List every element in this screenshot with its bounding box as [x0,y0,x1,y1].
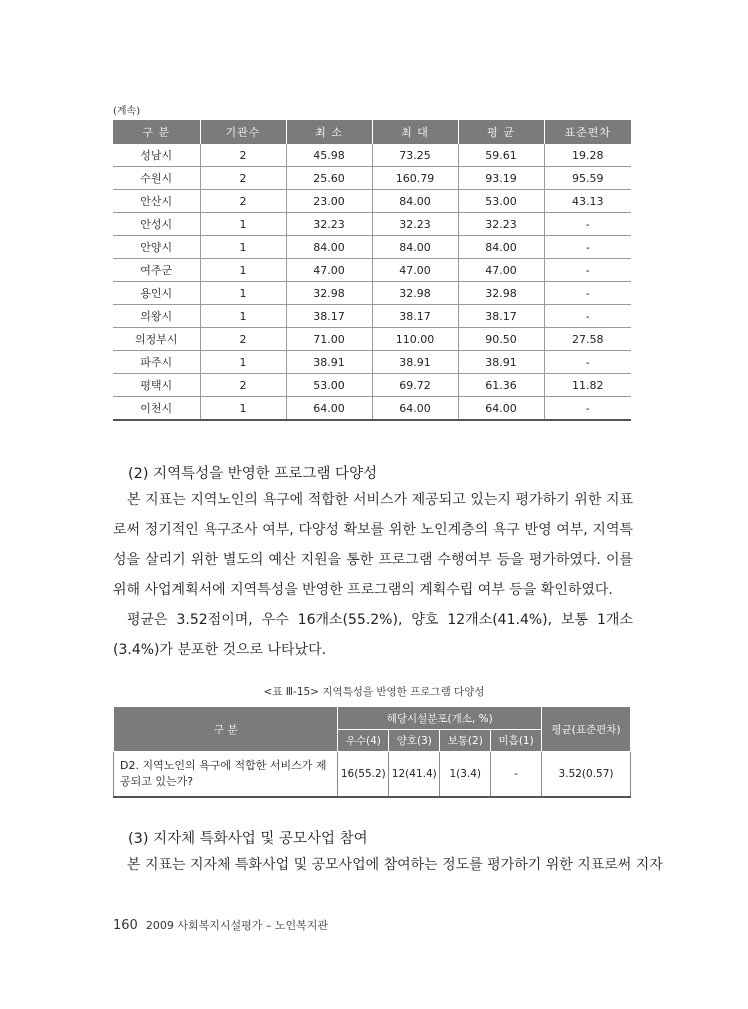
stats-value-cell: 84.00 [286,236,372,259]
stats-value-cell: 71.00 [286,328,372,351]
stats-value-cell: 32.23 [458,213,544,236]
stats-value-cell: 110.00 [372,328,458,351]
stats-value-cell: 69.72 [372,374,458,397]
continued-label: (계속) [113,106,141,117]
stats-value-cell: 47.00 [372,259,458,282]
table-row [113,190,631,213]
stats-value-cell: 59.61 [458,144,544,167]
region-cell: 수원시 [113,167,200,190]
stats-value-cell: 27.58 [544,328,631,351]
stats-value-cell: - [544,236,631,259]
stats-header-cell: 표준편차 [544,120,631,144]
dist-subheader: 양호(3) [389,730,440,752]
stats-value-cell: 84.00 [458,236,544,259]
stats-value-cell: 93.19 [458,167,544,190]
region-cell: 성남시 [113,144,200,167]
dist-subheader: 보통(2) [440,730,491,752]
table-row [113,144,631,167]
stats-value-cell: 38.17 [286,305,372,328]
stats-value-cell: 2 [200,374,286,397]
region-cell: 의왕시 [113,305,200,328]
stats-header-cell: 최 대 [372,120,458,144]
dist-value-cell: 1(3.4) [440,752,491,798]
stats-value-cell: 23.00 [286,190,372,213]
region-cell: 안양시 [113,236,200,259]
dist-value-cell: 12(41.4) [389,752,440,798]
section-3-body [113,850,663,880]
stats-value-cell: 38.17 [372,305,458,328]
stats-value-cell: 1 [200,351,286,374]
dist-item-cell: D2. 지역노인의 욕구에 적합한 서비스가 제공되고 있는가? [114,752,338,798]
stats-value-cell: 47.00 [286,259,372,282]
stats-value-cell: 1 [200,213,286,236]
stats-value-cell: 19.28 [544,144,631,167]
stats-value-cell: 32.98 [286,282,372,305]
stats-value-cell: 1 [200,305,286,328]
stats-value-cell: 64.00 [286,397,372,421]
stats-value-cell: 1 [200,282,286,305]
stats-value-cell: - [544,351,631,374]
dist-header-average: 평균(표준편차) [542,707,631,752]
table-row [114,752,631,798]
stats-value-cell: 2 [200,328,286,351]
region-cell: 여주군 [113,259,200,282]
section-3-heading: (3) 지자체 특화사업 및 공모사업 참여 [128,831,368,847]
region-cell: 의정부시 [113,328,200,351]
stats-value-cell: 84.00 [372,190,458,213]
stats-value-cell: 73.25 [372,144,458,167]
dist-subheader: 우수(4) [338,730,389,752]
dist-header-group: 해당시설분포(개소, %) [338,707,542,730]
table-header-row [113,120,631,144]
stats-value-cell: 95.59 [544,167,631,190]
stats-table [113,120,631,421]
table-row [113,328,631,351]
stats-value-cell: 64.00 [458,397,544,421]
stats-value-cell: 53.00 [286,374,372,397]
stats-value-cell: 90.50 [458,328,544,351]
region-cell: 용인시 [113,282,200,305]
table-row [113,397,631,421]
stats-value-cell: 38.91 [286,351,372,374]
stats-value-cell: 38.17 [458,305,544,328]
stats-value-cell: 32.23 [372,213,458,236]
region-cell: 평택시 [113,374,200,397]
stats-value-cell: 11.82 [544,374,631,397]
footer-title: 2009 사회복지시설평가 – 노인복지관 [145,919,328,932]
section-3-paragraph-1: 본 지표는 지자체 특화사업 및 공모사업에 참여하는 정도를 평가하기 위한 지표로써 지자 [127,857,663,873]
stats-value-cell: 45.98 [286,144,372,167]
stats-value-cell: 25.60 [286,167,372,190]
stats-value-cell: - [544,213,631,236]
stats-value-cell: 32.23 [286,213,372,236]
table-caption: <표 Ⅲ-15> 지역특성을 반영한 프로그램 다양성 [263,686,485,698]
stats-value-cell: 47.00 [458,259,544,282]
region-cell: 이천시 [113,397,200,421]
page-footer [113,917,328,933]
stats-value-cell: 2 [200,190,286,213]
stats-value-cell: 32.98 [458,282,544,305]
stats-header-cell: 기관수 [200,120,286,144]
stats-value-cell: 1 [200,236,286,259]
table-row [113,236,631,259]
table-row [113,213,631,236]
stats-value-cell: 53.00 [458,190,544,213]
table-row [113,351,631,374]
table-row [113,259,631,282]
stats-value-cell: 32.98 [372,282,458,305]
region-cell: 안성시 [113,213,200,236]
stats-value-cell: 64.00 [372,397,458,421]
table-row [113,167,631,190]
stats-value-cell: 2 [200,144,286,167]
stats-value-cell: 38.91 [372,351,458,374]
stats-value-cell: 160.79 [372,167,458,190]
section-2-heading: (2) 지역특성을 반영한 프로그램 다양성 [128,466,378,482]
stats-value-cell: 43.13 [544,190,631,213]
stats-header-cell: 최 소 [286,120,372,144]
section-2-paragraph-2: 평균은 3.52점이며, 우수 16개소(55.2%), 양호 12개소(41.4%), 보통 1개소(3.4%)가 분포한 것으로 나타났다. [113,612,633,658]
stats-value-cell: - [544,282,631,305]
stats-value-cell: 38.91 [458,351,544,374]
stats-value-cell: - [544,397,631,421]
section-2-body [113,485,633,665]
region-cell: 안산시 [113,190,200,213]
stats-value-cell: - [544,259,631,282]
section-2-paragraph-1: 본 지표는 지역노인의 욕구에 적합한 서비스가 제공되고 있는지 평가하기 위한 지표로써 정기적인 욕구조사 여부, 다양성 확보를 위한 노인계층의 욕구 반영 여부, 지역특성을 살리기 위한 별도의 예산 지원을 통한 프로그램 수행여부 등을 평가하였다. 이를 위해 사업계획서에 지역특성을 반영한 프로그램의 계획수립 여부 등을 확인하였다. [113,492,633,598]
region-cell: 파주시 [113,351,200,374]
distribution-table [113,706,631,798]
stats-value-cell: 1 [200,397,286,421]
stats-header-cell: 평 균 [458,120,544,144]
dist-value-cell: - [491,752,542,798]
table-row [113,305,631,328]
dist-subheader: 미흡(1) [491,730,542,752]
table-row [113,374,631,397]
dist-value-cell: 16(55.2) [338,752,389,798]
dist-header-gubun: 구 분 [114,707,338,752]
stats-value-cell: 1 [200,259,286,282]
page-number: 160 [113,918,138,933]
stats-value-cell: 84.00 [372,236,458,259]
dist-average-cell: 3.52(0.57) [542,752,631,798]
stats-value-cell: 2 [200,167,286,190]
stats-value-cell: - [544,305,631,328]
stats-header-cell: 구 분 [113,120,200,144]
stats-value-cell: 61.36 [458,374,544,397]
table-row [113,282,631,305]
